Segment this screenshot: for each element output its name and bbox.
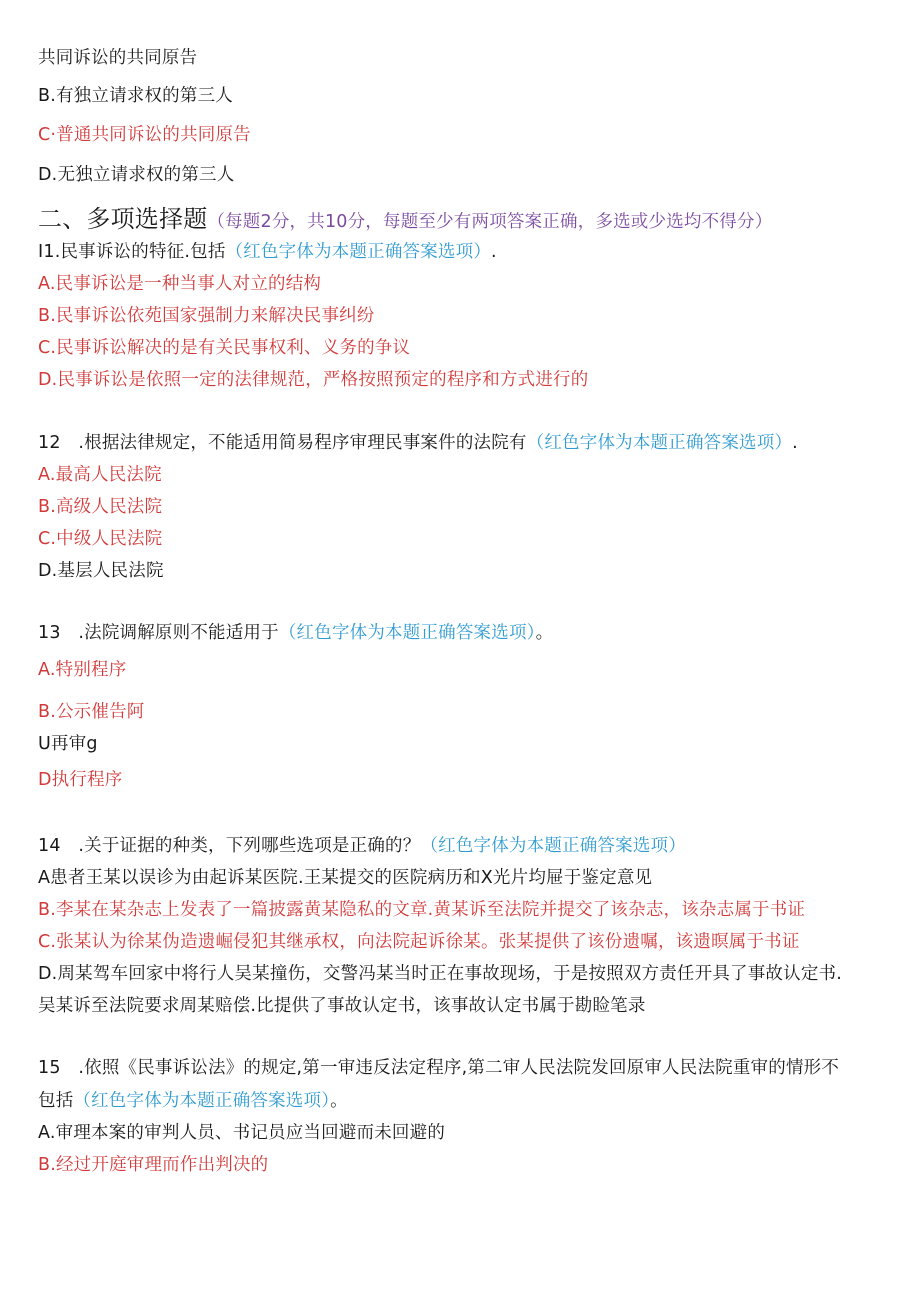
question-13-stem <box>38 621 553 645</box>
q13-option-a: A.特别程序 <box>38 660 127 680</box>
q15-option-b: B.经过开庭审理而作出判决的 <box>38 1155 269 1175</box>
question-text: 12 .根据法律规定，不能适用简易程序审理民事案件的法院有 <box>38 433 527 453</box>
q13-option-b: B.公示催告阿 <box>38 702 145 722</box>
section-heading <box>38 204 772 237</box>
q15-option-a: A.审理本案的审判人员、书记员应当回避而未回避的 <box>38 1123 446 1143</box>
q11-option-d: D.民事诉讼是依照一定的法律规范，严格按照预定的程序和方式进行的 <box>38 370 589 390</box>
q12-option-c: C.中级人民法院 <box>38 529 163 549</box>
prev-option-c-correct: C·普通共同诉讼的共同原告 <box>38 125 251 145</box>
q13-option-c: U再审g <box>38 734 98 754</box>
q11-option-a: A.民事诉讼是一种当事人对立的结构 <box>38 274 322 294</box>
q14-option-d-continued: 吴某诉至法院要求周某赔偿.比提供了事故认定书，该事故认定书属于勘睑笔录 <box>38 996 646 1016</box>
question-text: 13 .法院调解原则不能适用于 <box>38 623 279 643</box>
question-15-stem-continued <box>38 1089 348 1113</box>
answer-hint: （红色字体为本题正确答案选项） <box>225 242 492 262</box>
section-title: 二、多项选择题 <box>38 205 208 233</box>
question-text: I1.民事诉讼的特征.包括 <box>38 242 226 262</box>
q14-option-b: B.李某在某杂志上发表了一篇披露黄某隐私的文章.黄某诉至法院并提交了该杂志，该杂志属于书证 <box>38 900 806 920</box>
section-note: （每题2分，共10分，每题至少有两项答案正确，多选或少选均不得分） <box>207 212 773 232</box>
q11-option-c: C.民事诉讼解决的是有关民事权利、义务的争议 <box>38 338 411 358</box>
question-text: 14 .关于证据的种类，下列哪些选项是正确的？ <box>38 836 421 856</box>
question-tail: 。 <box>535 623 554 643</box>
q11-option-b: B.民事诉讼依苑国家强制力来解决民事纠纷 <box>38 306 375 326</box>
answer-hint: （红色字体为本题正确答案选项） <box>73 1091 331 1111</box>
q12-option-d: D.基层人民法院 <box>38 561 164 581</box>
q14-option-d: D.周某驾车回家中将行人吴某撞伤，交警冯某当时正在事故现场，于是按照双方责任开具了事故认定书. <box>38 964 842 984</box>
question-tail: 。 <box>330 1091 348 1111</box>
question-12-stem <box>38 431 798 455</box>
prev-option-b: B.有独立请求权的第三人 <box>38 86 233 106</box>
q14-option-a: A患者王某以误诊为由起诉某医院.王某提交的医院病历和X光片均屉于鉴定意见 <box>38 868 653 888</box>
prev-option-d: D.无独立请求权的第三人 <box>38 165 235 185</box>
q14-option-c: C.张某认为徐某伪造遗崛侵犯其继承权，向法院起诉徐某。张某提供了该份遗嘱，该遗暝属于书证 <box>38 932 800 952</box>
question-text: 包括 <box>38 1091 74 1111</box>
question-tail: . <box>491 242 497 262</box>
q13-option-d: D执行程序 <box>38 770 123 790</box>
question-tail: . <box>792 433 798 453</box>
prev-question-continuation: 共同诉讼的共同原告 <box>38 48 198 68</box>
answer-hint: （红色字体为本题正确答案选项） <box>278 623 536 643</box>
answer-hint: （红色字体为本题正确答案选项） <box>420 836 686 856</box>
q12-option-b: B.高级人民法院 <box>38 497 163 517</box>
question-11-stem <box>38 240 497 264</box>
question-15-stem: 15 .依照《民事诉讼法》的规定,第一审违反法定程序,第二审人民法院发回原审人民法院重审的情形不 <box>38 1058 840 1078</box>
answer-hint: （红色字体为本题正确答案选项） <box>526 433 793 453</box>
question-14-stem <box>38 834 686 858</box>
q12-option-a: A.最高人民法院 <box>38 465 162 485</box>
